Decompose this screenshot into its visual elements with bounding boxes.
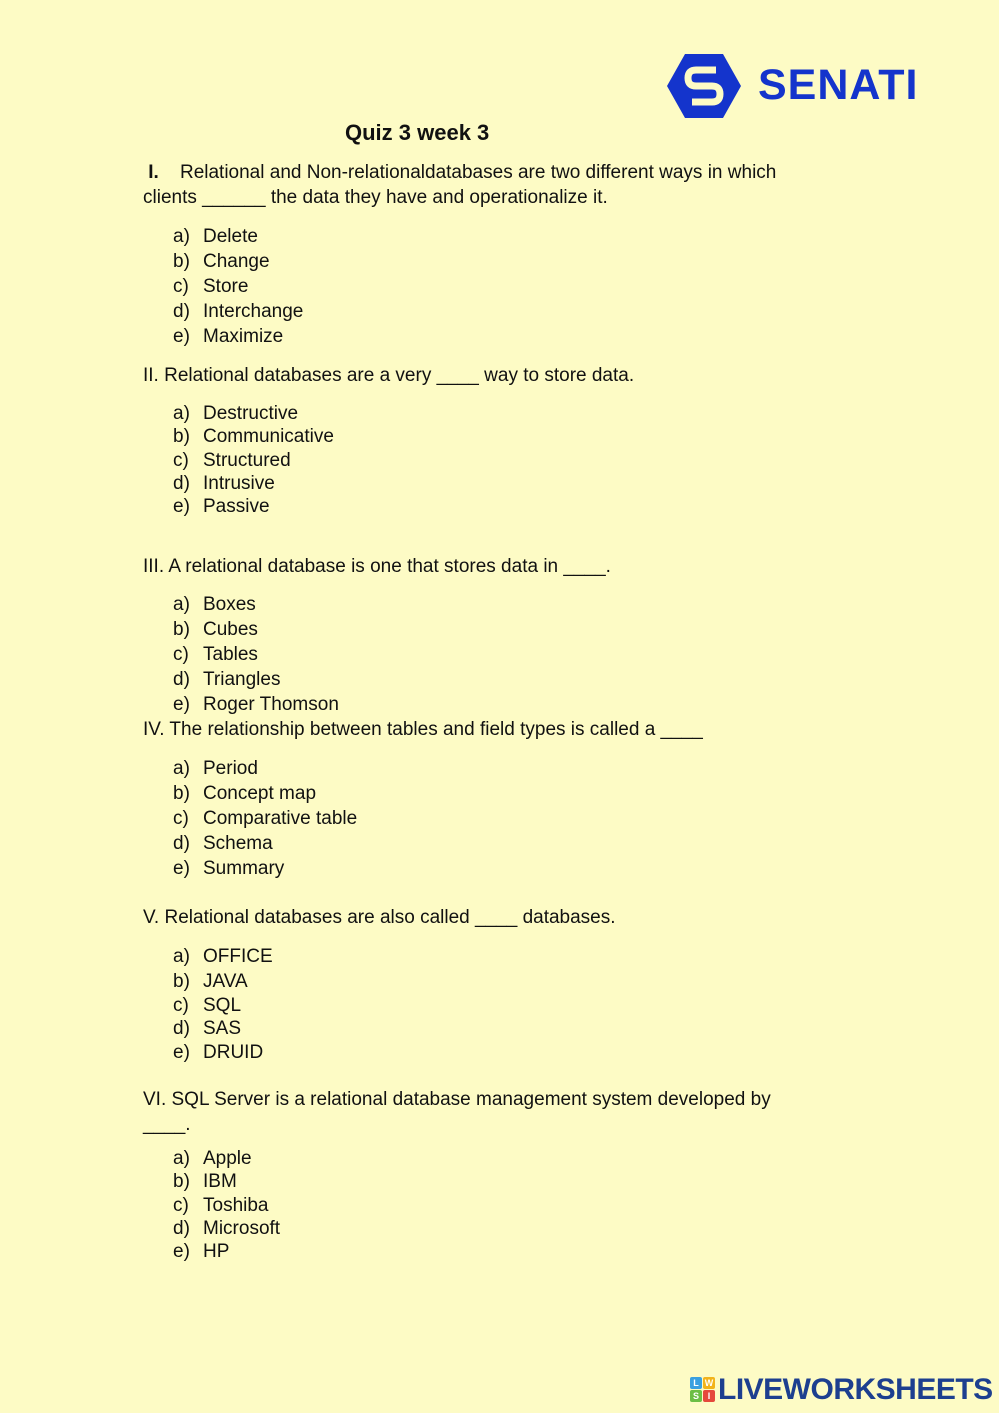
- option-text: HP: [203, 1241, 230, 1263]
- option-letter: e): [173, 1241, 190, 1263]
- option-letter: a): [173, 946, 190, 967]
- option-text: DRUID: [203, 1041, 264, 1063]
- option-text: Destructive: [203, 403, 299, 424]
- option-text: Store: [203, 276, 249, 297]
- option-text: Change: [203, 251, 270, 272]
- option-letter: d): [173, 1217, 190, 1239]
- options-list-6: [173, 1147, 280, 1263]
- option-6b[interactable]: [173, 1170, 280, 1193]
- option-text: Interchange: [203, 301, 304, 322]
- option-3d[interactable]: [173, 667, 339, 692]
- option-6c[interactable]: [173, 1194, 280, 1217]
- question-1-number: I.: [148, 162, 159, 183]
- question-4: IV. The relationship between tables and field types is called a ____: [143, 719, 703, 740]
- options-list-4: [173, 756, 357, 881]
- option-4e[interactable]: [173, 856, 357, 881]
- liveworksheets-logo: [690, 1373, 993, 1406]
- option-letter: e): [173, 1041, 190, 1063]
- option-letter: e): [173, 694, 190, 715]
- options-list-5: [173, 944, 273, 1064]
- option-letter: d): [173, 472, 190, 494]
- option-text: Microsoft: [203, 1217, 281, 1239]
- brand-name: SENATI: [758, 61, 919, 109]
- options-list-3: [173, 592, 339, 717]
- senati-logo: [666, 52, 926, 122]
- option-1a[interactable]: [173, 224, 303, 249]
- option-letter: d): [173, 1018, 190, 1040]
- option-text: Triangles: [203, 669, 281, 690]
- option-4a[interactable]: [173, 756, 357, 781]
- option-text: Comparative table: [203, 808, 358, 829]
- option-text: SAS: [203, 1018, 242, 1040]
- option-text: Concept map: [203, 783, 317, 804]
- option-letter: c): [173, 644, 189, 665]
- option-text: Maximize: [203, 326, 284, 347]
- option-letter: c): [173, 808, 189, 829]
- option-letter: a): [173, 758, 190, 779]
- option-text: Communicative: [203, 426, 334, 448]
- option-letter: d): [173, 833, 190, 854]
- question-5: V. Relational databases are also called ____ databases.: [143, 907, 616, 928]
- option-5e[interactable]: [173, 1041, 273, 1064]
- option-text: Tables: [203, 644, 258, 665]
- option-3b[interactable]: [173, 617, 339, 642]
- option-4d[interactable]: [173, 831, 357, 856]
- option-6d[interactable]: [173, 1217, 280, 1240]
- option-letter: a): [173, 403, 190, 424]
- option-3c[interactable]: [173, 642, 339, 667]
- option-letter: c): [173, 995, 189, 1016]
- question-6: VI. SQL Server is a relational database management system developed by ____.: [143, 1089, 771, 1135]
- option-1e[interactable]: [173, 324, 303, 349]
- liveworksheets-name: LIVEWORKSHEETS: [718, 1373, 993, 1406]
- option-letter: e): [173, 326, 190, 347]
- options-list-2: [173, 402, 334, 518]
- option-text: Toshiba: [203, 1194, 269, 1216]
- option-text: SQL: [203, 995, 242, 1016]
- option-letter: d): [173, 301, 190, 322]
- question-3: III. A relational database is one that stores data in ____.: [143, 556, 611, 577]
- option-5d[interactable]: [173, 1017, 273, 1040]
- option-text: JAVA: [203, 971, 248, 992]
- option-letter: b): [173, 251, 190, 272]
- option-text: Boxes: [203, 594, 256, 615]
- option-4c[interactable]: [173, 806, 357, 831]
- option-text: OFFICE: [203, 946, 273, 967]
- option-letter: c): [173, 449, 189, 471]
- option-letter: b): [173, 783, 190, 804]
- option-2a[interactable]: [173, 402, 334, 425]
- option-letter: b): [173, 1171, 190, 1193]
- page-title: Quiz 3 week 3: [345, 120, 490, 145]
- option-6a[interactable]: [173, 1147, 280, 1170]
- option-1d[interactable]: [173, 299, 303, 324]
- option-2b[interactable]: [173, 425, 334, 448]
- option-letter: b): [173, 426, 190, 448]
- question-1: [143, 160, 833, 210]
- option-letter: b): [173, 971, 190, 992]
- option-text: Summary: [203, 858, 285, 879]
- option-letter: e): [173, 496, 190, 518]
- liveworksheets-icon: L W S I: [690, 1377, 716, 1403]
- option-5a[interactable]: [173, 944, 273, 969]
- option-text: Cubes: [203, 619, 258, 640]
- question-1-text: Relational and Non-relationaldatabases are two different ways in which clients ______ the data they have and operationalize it.: [143, 162, 777, 208]
- option-text: Delete: [203, 226, 258, 247]
- senati-logo-icon: [666, 52, 742, 120]
- option-letter: d): [173, 669, 190, 690]
- option-6e[interactable]: [173, 1240, 280, 1263]
- option-text: Intrusive: [203, 472, 275, 494]
- option-letter: e): [173, 858, 190, 879]
- option-2e[interactable]: [173, 495, 334, 518]
- option-2d[interactable]: [173, 472, 334, 495]
- option-2c[interactable]: [173, 449, 334, 472]
- options-list-1: [173, 224, 303, 349]
- option-text: Schema: [203, 833, 273, 854]
- option-5c[interactable]: [173, 994, 273, 1017]
- option-letter: a): [173, 1148, 190, 1169]
- option-letter: b): [173, 619, 190, 640]
- option-letter: a): [173, 226, 190, 247]
- option-5b[interactable]: [173, 969, 273, 994]
- option-letter: c): [173, 276, 189, 297]
- option-letter: c): [173, 1194, 189, 1216]
- question-2: II. Relational databases are a very ____ way to store data.: [143, 365, 635, 386]
- option-3a[interactable]: [173, 592, 339, 617]
- option-1b[interactable]: [173, 249, 303, 274]
- option-text: Passive: [203, 496, 270, 518]
- option-4b[interactable]: [173, 781, 357, 806]
- option-text: Roger Thomson: [203, 694, 339, 715]
- option-1c[interactable]: [173, 274, 303, 299]
- option-3e[interactable]: [173, 692, 339, 717]
- option-letter: a): [173, 594, 190, 615]
- option-text: Structured: [203, 449, 291, 471]
- option-text: Apple: [203, 1148, 252, 1169]
- option-text: Period: [203, 758, 258, 779]
- option-text: IBM: [203, 1171, 237, 1193]
